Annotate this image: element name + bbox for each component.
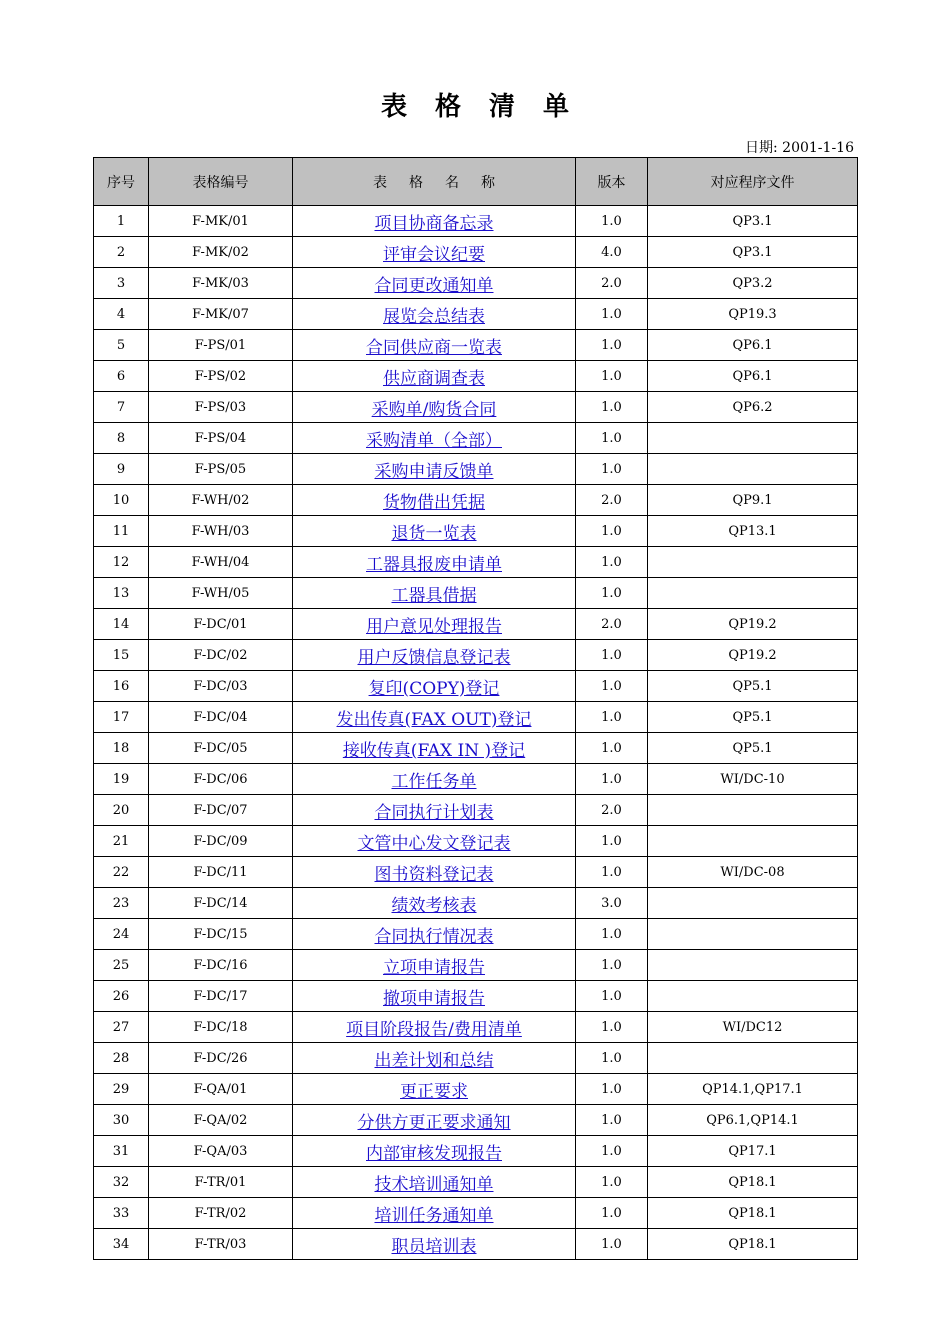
- table-row: [94, 981, 858, 1012]
- row-version: 3.0: [576, 888, 648, 919]
- row-name-cell: [293, 361, 576, 392]
- table-row: [94, 826, 858, 857]
- form-name-link[interactable]: 合同供应商一览表: [366, 337, 502, 358]
- row-code: F-DC/16: [149, 950, 293, 981]
- form-name-link[interactable]: 出差计划和总结: [374, 1050, 494, 1071]
- table-row: [94, 423, 858, 454]
- row-procedure: QP17.1: [648, 1136, 858, 1167]
- row-code: F-QA/02: [149, 1105, 293, 1136]
- row-name-cell: [293, 733, 576, 764]
- row-procedure: [648, 578, 858, 609]
- table-row: [94, 485, 858, 516]
- table-row: [94, 454, 858, 485]
- row-code: F-WH/02: [149, 485, 293, 516]
- row-no: 23: [94, 888, 149, 919]
- form-name-link[interactable]: 绩效考核表: [391, 895, 477, 916]
- row-procedure: QP3.1: [648, 206, 858, 237]
- row-version: 1.0: [576, 702, 648, 733]
- row-code: F-DC/15: [149, 919, 293, 950]
- table-row: [94, 330, 858, 361]
- row-version: 1.0: [576, 733, 648, 764]
- row-procedure: QP6.1: [648, 330, 858, 361]
- form-name-link[interactable]: 用户意见处理报告: [366, 616, 502, 637]
- row-name-cell: [293, 857, 576, 888]
- form-name-link[interactable]: 技术培训通知单: [374, 1174, 494, 1195]
- row-version: 4.0: [576, 237, 648, 268]
- header-version: 版本: [576, 158, 648, 206]
- row-version: 1.0: [576, 640, 648, 671]
- row-version: 1.0: [576, 981, 648, 1012]
- row-version: 1.0: [576, 1198, 648, 1229]
- row-no: 24: [94, 919, 149, 950]
- row-version: 1.0: [576, 1043, 648, 1074]
- row-procedure: [648, 423, 858, 454]
- form-name-link[interactable]: 更正要求: [400, 1081, 468, 1102]
- table-row: [94, 547, 858, 578]
- row-no: 14: [94, 609, 149, 640]
- row-name-cell: [293, 454, 576, 485]
- row-procedure: QP6.1: [648, 361, 858, 392]
- row-code: F-PS/05: [149, 454, 293, 485]
- row-version: 1.0: [576, 206, 648, 237]
- row-code: F-WH/04: [149, 547, 293, 578]
- table-row: [94, 361, 858, 392]
- form-name-link[interactable]: 采购申请反馈单: [374, 461, 494, 482]
- forms-table: [93, 157, 858, 1260]
- header-name: 表格名称: [293, 158, 576, 206]
- table-header-row: [94, 158, 858, 206]
- row-code: F-DC/05: [149, 733, 293, 764]
- row-no: 16: [94, 671, 149, 702]
- row-procedure: [648, 547, 858, 578]
- row-name-cell: [293, 1012, 576, 1043]
- row-version: 1.0: [576, 857, 648, 888]
- row-version: 1.0: [576, 1105, 648, 1136]
- table-row: [94, 795, 858, 826]
- row-no: 2: [94, 237, 149, 268]
- table-row: [94, 764, 858, 795]
- row-procedure: QP5.1: [648, 702, 858, 733]
- row-name-cell: [293, 950, 576, 981]
- row-procedure: QP18.1: [648, 1167, 858, 1198]
- row-version: 1.0: [576, 1229, 648, 1260]
- row-name-cell: [293, 299, 576, 330]
- table-row: [94, 1198, 858, 1229]
- form-name-link[interactable]: 退货一览表: [391, 523, 477, 544]
- row-code: F-DC/11: [149, 857, 293, 888]
- date-label: 日期: 2001-1-16: [745, 140, 854, 156]
- table-row: [94, 237, 858, 268]
- table-row: [94, 1074, 858, 1105]
- form-name-link[interactable]: 培训任务通知单: [374, 1205, 494, 1226]
- form-name-link[interactable]: 合同执行情况表: [374, 926, 494, 947]
- table-row: [94, 1012, 858, 1043]
- form-name-link[interactable]: 内部审核发现报告: [366, 1143, 502, 1164]
- form-name-link[interactable]: 工器具报废申请单: [366, 554, 502, 575]
- table-row: [94, 392, 858, 423]
- row-code: F-DC/09: [149, 826, 293, 857]
- form-name-link[interactable]: 分供方更正要求通知: [357, 1112, 511, 1133]
- row-code: F-PS/02: [149, 361, 293, 392]
- row-procedure: QP18.1: [648, 1229, 858, 1260]
- row-name-cell: [293, 547, 576, 578]
- form-name-link[interactable]: 展览会总结表: [383, 306, 485, 327]
- row-version: 1.0: [576, 1167, 648, 1198]
- row-name-cell: [293, 1105, 576, 1136]
- row-procedure: QP19.3: [648, 299, 858, 330]
- row-name-cell: [293, 1136, 576, 1167]
- row-name-cell: [293, 764, 576, 795]
- form-name-link[interactable]: 复印(COPY)登记: [368, 678, 500, 699]
- row-name-cell: [293, 795, 576, 826]
- row-procedure: [648, 919, 858, 950]
- row-code: F-DC/26: [149, 1043, 293, 1074]
- row-no: 13: [94, 578, 149, 609]
- row-name-cell: [293, 609, 576, 640]
- row-procedure: QP5.1: [648, 733, 858, 764]
- row-no: 32: [94, 1167, 149, 1198]
- form-name-link[interactable]: 供应商调查表: [383, 368, 485, 389]
- row-version: 1.0: [576, 1074, 648, 1105]
- form-name-link[interactable]: 采购清单（全部）: [366, 430, 502, 451]
- row-code: F-MK/02: [149, 237, 293, 268]
- header-procedure: 对应程序文件: [648, 158, 858, 206]
- form-name-link[interactable]: 评审会议纪要: [383, 244, 485, 265]
- form-name-link[interactable]: 合同更改通知单: [374, 275, 494, 296]
- table-row: [94, 671, 858, 702]
- row-name-cell: [293, 206, 576, 237]
- row-version: 1.0: [576, 764, 648, 795]
- row-version: 1.0: [576, 950, 648, 981]
- form-name-link[interactable]: 采购单/购货合同: [371, 399, 497, 420]
- row-code: F-DC/14: [149, 888, 293, 919]
- row-no: 15: [94, 640, 149, 671]
- row-no: 28: [94, 1043, 149, 1074]
- row-name-cell: [293, 702, 576, 733]
- row-procedure: QP19.2: [648, 640, 858, 671]
- row-procedure: QP14.1,QP17.1: [648, 1074, 858, 1105]
- form-name-link[interactable]: 图书资料登记表: [374, 864, 494, 885]
- row-no: 34: [94, 1229, 149, 1260]
- row-name-cell: [293, 1043, 576, 1074]
- row-procedure: QP3.1: [648, 237, 858, 268]
- row-version: 2.0: [576, 609, 648, 640]
- row-code: F-PS/01: [149, 330, 293, 361]
- row-version: 1.0: [576, 299, 648, 330]
- row-name-cell: [293, 826, 576, 857]
- row-no: 21: [94, 826, 149, 857]
- row-code: F-TR/02: [149, 1198, 293, 1229]
- row-code: F-DC/03: [149, 671, 293, 702]
- row-name-cell: [293, 671, 576, 702]
- row-code: F-DC/01: [149, 609, 293, 640]
- row-no: 9: [94, 454, 149, 485]
- row-procedure: QP5.1: [648, 671, 858, 702]
- row-version: 1.0: [576, 361, 648, 392]
- row-code: F-MK/03: [149, 268, 293, 299]
- row-name-cell: [293, 1074, 576, 1105]
- row-name-cell: [293, 1167, 576, 1198]
- form-name-link[interactable]: 文管中心发文登记表: [357, 833, 511, 854]
- row-procedure: QP13.1: [648, 516, 858, 547]
- table-row: [94, 609, 858, 640]
- table-row: [94, 950, 858, 981]
- row-procedure: [648, 454, 858, 485]
- row-name-cell: [293, 237, 576, 268]
- row-procedure: [648, 1043, 858, 1074]
- row-code: F-DC/02: [149, 640, 293, 671]
- row-version: 1.0: [576, 578, 648, 609]
- form-name-link[interactable]: 职员培训表: [391, 1236, 477, 1257]
- row-code: F-DC/17: [149, 981, 293, 1012]
- form-name-link[interactable]: 发出传真(FAX OUT)登记: [336, 709, 532, 730]
- table-row: [94, 206, 858, 237]
- row-name-cell: [293, 516, 576, 547]
- row-no: 19: [94, 764, 149, 795]
- row-code: F-TR/01: [149, 1167, 293, 1198]
- row-version: 2.0: [576, 795, 648, 826]
- row-no: 4: [94, 299, 149, 330]
- row-no: 22: [94, 857, 149, 888]
- row-procedure: QP18.1: [648, 1198, 858, 1229]
- table-row: [94, 919, 858, 950]
- row-code: F-QA/03: [149, 1136, 293, 1167]
- form-name-link[interactable]: 项目阶段报告/费用清单: [346, 1019, 522, 1040]
- row-no: 33: [94, 1198, 149, 1229]
- row-no: 6: [94, 361, 149, 392]
- row-procedure: [648, 826, 858, 857]
- row-version: 1.0: [576, 1136, 648, 1167]
- row-name-cell: [293, 485, 576, 516]
- row-procedure: QP6.2: [648, 392, 858, 423]
- form-name-link[interactable]: 用户反馈信息登记表: [357, 647, 511, 668]
- row-procedure: [648, 981, 858, 1012]
- row-code: F-TR/03: [149, 1229, 293, 1260]
- row-name-cell: [293, 330, 576, 361]
- form-name-link[interactable]: 撤项申请报告: [383, 988, 485, 1009]
- row-code: F-PS/03: [149, 392, 293, 423]
- form-name-link[interactable]: 立项申请报告: [383, 957, 485, 978]
- row-code: F-WH/03: [149, 516, 293, 547]
- row-name-cell: [293, 981, 576, 1012]
- header-no: 序号: [94, 158, 149, 206]
- row-procedure: [648, 795, 858, 826]
- table-row: [94, 857, 858, 888]
- row-code: F-DC/04: [149, 702, 293, 733]
- form-name-link[interactable]: 接收传真(FAX IN )登记: [342, 740, 526, 761]
- row-version: 1.0: [576, 454, 648, 485]
- row-name-cell: [293, 268, 576, 299]
- row-code: F-WH/05: [149, 578, 293, 609]
- table-row: [94, 516, 858, 547]
- row-version: 1.0: [576, 826, 648, 857]
- row-no: 5: [94, 330, 149, 361]
- form-name-link[interactable]: 项目协商备忘录: [374, 213, 494, 234]
- row-no: 17: [94, 702, 149, 733]
- row-version: 1.0: [576, 547, 648, 578]
- table-row: [94, 1043, 858, 1074]
- table-row: [94, 1229, 858, 1260]
- row-procedure: QP3.2: [648, 268, 858, 299]
- row-name-cell: [293, 423, 576, 454]
- row-version: 1.0: [576, 330, 648, 361]
- row-procedure: [648, 950, 858, 981]
- row-version: 2.0: [576, 268, 648, 299]
- table-row: [94, 1136, 858, 1167]
- form-name-link[interactable]: 合同执行计划表: [374, 802, 494, 823]
- row-procedure: [648, 888, 858, 919]
- table-row: [94, 733, 858, 764]
- table-row: [94, 1167, 858, 1198]
- row-name-cell: [293, 1198, 576, 1229]
- row-procedure: QP6.1,QP14.1: [648, 1105, 858, 1136]
- table-row: [94, 702, 858, 733]
- row-no: 7: [94, 392, 149, 423]
- row-procedure: QP9.1: [648, 485, 858, 516]
- table-row: [94, 640, 858, 671]
- row-no: 10: [94, 485, 149, 516]
- page-title: 表格清单: [380, 92, 597, 122]
- row-no: 30: [94, 1105, 149, 1136]
- table-row: [94, 578, 858, 609]
- table-row: [94, 888, 858, 919]
- row-no: 11: [94, 516, 149, 547]
- row-version: 1.0: [576, 919, 648, 950]
- row-version: 1.0: [576, 671, 648, 702]
- table-row: [94, 268, 858, 299]
- row-name-cell: [293, 640, 576, 671]
- row-name-cell: [293, 888, 576, 919]
- header-code: 表格编号: [149, 158, 293, 206]
- row-name-cell: [293, 578, 576, 609]
- row-no: 12: [94, 547, 149, 578]
- row-version: 1.0: [576, 423, 648, 454]
- row-procedure: WI/DC12: [648, 1012, 858, 1043]
- table-row: [94, 1105, 858, 1136]
- row-no: 26: [94, 981, 149, 1012]
- row-no: 27: [94, 1012, 149, 1043]
- row-no: 1: [94, 206, 149, 237]
- form-name-link[interactable]: 工器具借据: [391, 585, 477, 606]
- row-no: 8: [94, 423, 149, 454]
- table-row: [94, 299, 858, 330]
- row-version: 1.0: [576, 516, 648, 547]
- row-no: 29: [94, 1074, 149, 1105]
- row-code: F-MK/01: [149, 206, 293, 237]
- row-procedure: QP19.2: [648, 609, 858, 640]
- row-code: F-PS/04: [149, 423, 293, 454]
- row-version: 1.0: [576, 1012, 648, 1043]
- row-no: 18: [94, 733, 149, 764]
- row-name-cell: [293, 919, 576, 950]
- row-no: 3: [94, 268, 149, 299]
- row-code: F-MK/07: [149, 299, 293, 330]
- row-code: F-DC/06: [149, 764, 293, 795]
- row-procedure: WI/DC-10: [648, 764, 858, 795]
- row-no: 25: [94, 950, 149, 981]
- form-name-link[interactable]: 工作任务单: [391, 771, 477, 792]
- row-no: 31: [94, 1136, 149, 1167]
- row-version: 1.0: [576, 392, 648, 423]
- row-code: F-QA/01: [149, 1074, 293, 1105]
- row-no: 20: [94, 795, 149, 826]
- row-code: F-DC/07: [149, 795, 293, 826]
- row-name-cell: [293, 392, 576, 423]
- row-version: 2.0: [576, 485, 648, 516]
- row-procedure: WI/DC-08: [648, 857, 858, 888]
- form-name-link[interactable]: 货物借出凭据: [383, 492, 485, 513]
- row-code: F-DC/18: [149, 1012, 293, 1043]
- row-name-cell: [293, 1229, 576, 1260]
